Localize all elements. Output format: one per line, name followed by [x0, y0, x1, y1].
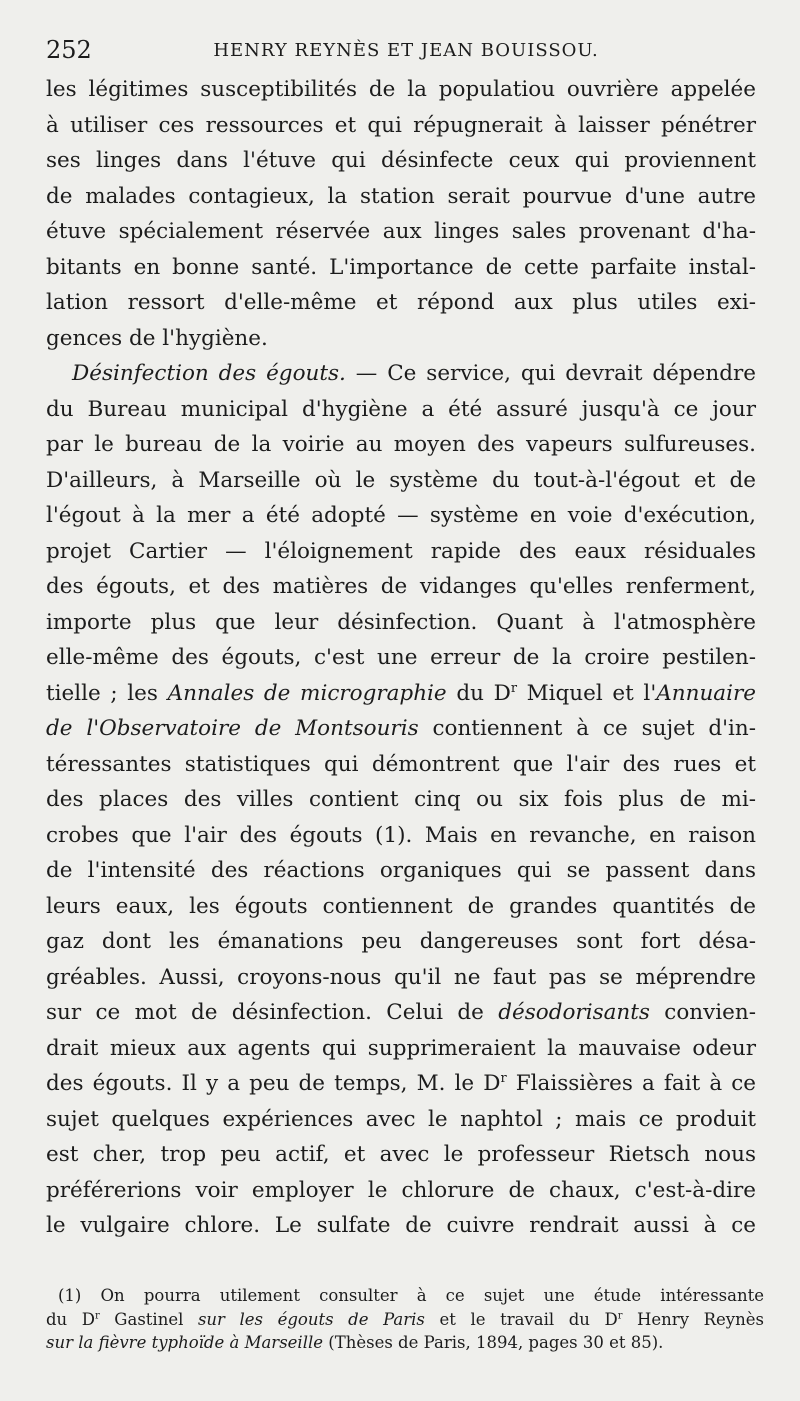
text-line: le vulgaire chlore. Le sulfate de cuivre rendrait aussi à ce [46, 1213, 756, 1238]
citation-title: sur les égouts de Paris [197, 1309, 425, 1329]
emphasis: désodorisants [498, 1000, 650, 1025]
superscript: r [617, 1310, 623, 1321]
text-line: gaz dont les émanations peu dangereuses sont fort désa- [46, 929, 756, 954]
text-line: de malades contagieux, la station serait pourvue d'une autre [46, 183, 756, 209]
footnote-line: (1) On pourra utilement consulter à ce sujet une étude intéressante [58, 1286, 764, 1305]
text-line: crobes que l'air des égouts (1). Mais en revanche, en raison [46, 822, 756, 848]
text-line: les légitimes susceptibilités de la populatiou ouvrière appelée [46, 77, 756, 102]
text-line: gences de l'hygiène. [46, 325, 268, 351]
text-line: l'égout à la mer a été adopté — système en voie d'exécution, [46, 503, 756, 528]
text-span: des égouts. Il y a peu de temps, M. le D [46, 1071, 501, 1096]
text-line: à utiliser ces ressources et qui répugnerait à laisser pénétrer [46, 112, 756, 138]
text-span: et le travail du D [424, 1309, 618, 1329]
text-span: (Thèses de Paris, 1894, pages 30 et 85). [323, 1333, 664, 1352]
text-line: ses linges dans l'étuve qui désinfecte ceux qui proviennent [46, 148, 756, 173]
footnote [46, 1284, 764, 1355]
text-line: bitants en bonne santé. L'importance de cette parfaite instal- [46, 254, 756, 280]
text-span: du D [446, 680, 511, 706]
text-line: lation ressort d'elle-même et répond aux plus utiles exi- [46, 290, 756, 315]
superscript: r [95, 1310, 100, 1321]
text-line [46, 1066, 756, 1102]
text-line: étuve spécialement réservée aux linges sales provenant d'ha- [46, 219, 756, 244]
text-line: téressantes statistiques qui démontrent que l'air des rues et [46, 751, 756, 777]
text-line: des places des villes contient cinq ou six fois plus de mi- [46, 787, 756, 812]
text-span: Flaissières a fait à ce [506, 1071, 756, 1096]
text-line [46, 995, 756, 1031]
footnote-line [46, 1331, 764, 1355]
text-line: importe plus que leur désinfection. Quant à l'atmosphère [46, 609, 756, 635]
text-span: Henry Reynès [622, 1309, 764, 1329]
text-line: elle-même des égouts, c'est une erreur de la croire pestilen- [46, 645, 756, 670]
text-line: D'ailleurs, à Marseille où le système du tout-à-l'égout et de [46, 467, 756, 493]
text-span: tielle ; les [46, 680, 168, 706]
superscript: r [510, 680, 517, 696]
text-span: du D [46, 1309, 95, 1329]
text-line [46, 676, 756, 712]
text-line: des égouts, et des matières de vidanges qu'elles renferment, [46, 574, 756, 599]
text-line [46, 711, 756, 747]
text-line: gréables. Aussi, croyons-nous qu'il ne faut pas se méprendre [46, 964, 756, 990]
text-line: du Bureau municipal d'hygiène a été assuré jusqu'à ce jour [46, 396, 756, 422]
section-first-line [46, 356, 756, 392]
text-line: est cher, trop peu actif, et avec le professeur Rietsch nous [46, 1142, 756, 1167]
text-line: projet Cartier — l'éloignement rapide des eaux résiduales [46, 538, 756, 564]
text-line: sujet quelques expériences avec le naphtol ; mais ce produit [46, 1106, 756, 1132]
body-text [46, 72, 756, 1244]
text-line: par le bureau de la voirie au moyen des vapeurs sulfureuses. [46, 432, 756, 457]
running-head: HENRY REYNÈS ET JEAN BOUISSOU. [213, 40, 599, 61]
citation-title: Annuaire [656, 680, 756, 706]
text-span: — Ce service, qui devrait dépendre [345, 361, 756, 386]
section-title: Désinfection des égouts. [72, 361, 346, 386]
footnote-line [46, 1308, 764, 1332]
citation-title: sur la fièvre typhoïde à Marseille [46, 1333, 324, 1352]
citation-title: Annales de micrographie [167, 680, 447, 706]
superscript: r [500, 1070, 507, 1086]
text-line: leurs eaux, les égouts contiennent de grandes quantités de [46, 893, 756, 919]
text-line: de l'intensité des réactions organiques qui se passent dans [46, 858, 756, 883]
text-span: convien- [649, 1000, 756, 1025]
text-span: sur ce mot de désinfection. Celui de [46, 1000, 499, 1025]
text-line: drait mieux aux agents qui supprimeraient la mauvaise odeur [46, 1035, 756, 1061]
citation-title: de l'Observatoire de Montsouris [46, 716, 419, 741]
text-span: Gastinel [99, 1309, 198, 1329]
text-span: Miquel et l' [517, 680, 657, 706]
text-span: contiennent à ce sujet d'in- [418, 716, 756, 741]
page-number: 252 [46, 36, 92, 64]
text-line: préférerions voir employer le chlorure de chaux, c'est-à-dire [46, 1177, 756, 1203]
page-header [46, 36, 766, 70]
